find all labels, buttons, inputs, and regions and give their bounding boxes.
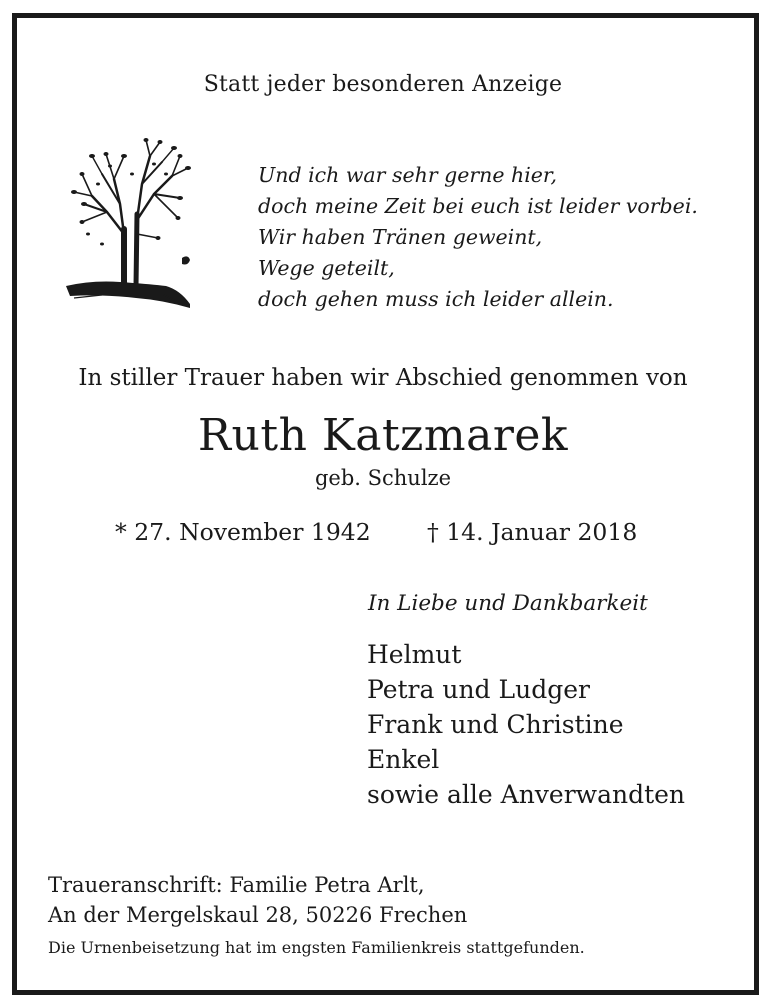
address-line: An der Mergelskaul 28, 50226 Frechen	[48, 903, 468, 927]
mourner-name: Petra und Ludger	[367, 675, 590, 704]
mourning-intro: In stiller Trauer haben wir Abschied genommen von	[78, 365, 688, 391]
tree-illustration-icon	[62, 134, 197, 312]
death-date: † 14. Januar 2018	[427, 518, 638, 546]
poem-line: doch gehen muss ich leider allein.	[258, 287, 614, 311]
mourner-name: Frank und Christine	[367, 710, 624, 739]
birth-date: * 27. November 1942	[115, 518, 371, 546]
deceased-name: Ruth Katzmarek	[197, 410, 569, 461]
poem-line: Wir haben Tränen geweint,	[258, 225, 543, 249]
poem-line: Wege geteilt,	[258, 256, 395, 280]
maiden-name: geb. Schulze	[314, 466, 452, 490]
mourners-list	[367, 637, 685, 812]
mourner-name: sowie alle Anverwandten	[367, 780, 686, 809]
burial-note: Die Urnenbeisetzung hat im engsten Familienkreis stattgefunden.	[48, 938, 585, 957]
dedication: In Liebe und Dankbarkeit	[368, 591, 648, 616]
poem-line: doch meine Zeit bei euch ist leider vorbei.	[258, 194, 698, 218]
address-line: Traueranschrift: Familie Petra Arlt,	[48, 873, 425, 897]
mourner-name: Enkel	[367, 745, 440, 774]
mourner-name: Helmut	[367, 640, 462, 669]
poem	[258, 160, 698, 315]
mourning-address	[48, 870, 467, 930]
headline: Statt jeder besonderen Anzeige	[203, 72, 563, 97]
poem-line: Und ich war sehr gerne hier,	[258, 163, 557, 187]
